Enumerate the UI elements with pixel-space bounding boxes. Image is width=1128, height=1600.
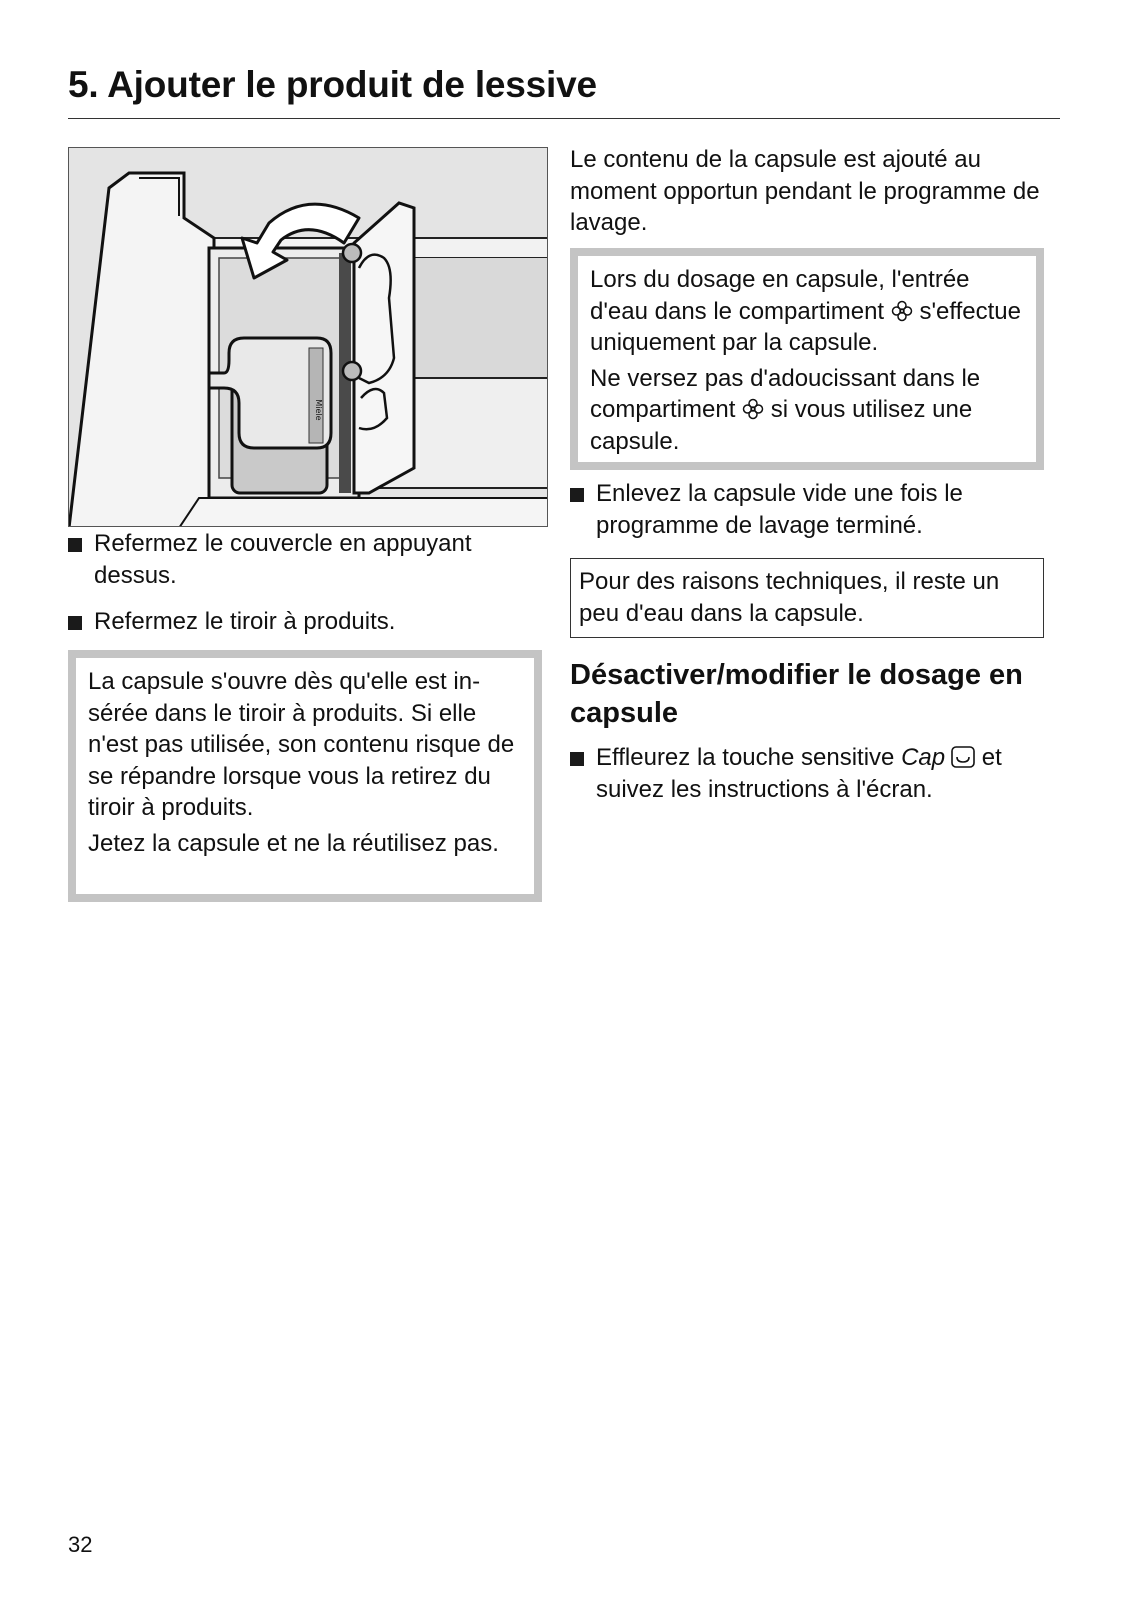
- page-title: 5. Ajouter le produit de lessive: [68, 64, 597, 105]
- note-box: [570, 558, 1044, 638]
- right-step-2: [570, 742, 1040, 805]
- step-close-lid: Refermez le couvercle en appuyant dessus.: [68, 528, 538, 591]
- capsule-illustration: [68, 147, 548, 527]
- softener-flower-icon: [891, 300, 913, 322]
- intro-text: Le contenu de la capsule est ajouté au moment opportun pendant le programme de lavage.: [570, 146, 1040, 236]
- right-step: [570, 478, 1040, 541]
- info-text-2: Ne versez pas d'adoucissant dans le compartiment si vous utilisez une capsule.: [590, 364, 981, 455]
- right-intro: [570, 144, 1040, 239]
- note-text: Pour des raisons techniques, il reste un peu d'eau dans la capsule.: [579, 568, 1000, 627]
- drawer-capsule-drawing: [69, 148, 548, 527]
- warning-box: [68, 650, 542, 902]
- warning-text-1: La capsule s'ouvre dès qu'elle est insérée dans le tiroir à produits. Si elle n'est pas utilisée, son contenu risque de se répandre lorsque vous la retirez du tiroir à produits.: [88, 668, 515, 821]
- section-subheading: Désactiver/modifier le dosage en capsule: [570, 659, 1023, 729]
- cap-key-icon: [951, 746, 975, 768]
- step-remove-capsule: Enlevez la capsule vide une fois le programme de lavage terminé.: [570, 478, 1040, 541]
- softener-flower-icon: [742, 398, 764, 420]
- warning-text-2: Jetez la capsule et ne la réutilisez pas.: [88, 829, 499, 857]
- capsule-brand-label: Miele: [314, 399, 323, 421]
- left-steps: [68, 528, 538, 638]
- info-box: [570, 248, 1044, 470]
- info-text-1: Lors du dosage en capsule, l'entrée d'eau dans le compartiment s'effectue uniquement par la capsule.: [590, 266, 1021, 356]
- page-number: 32: [68, 1532, 93, 1557]
- title-rule: [68, 118, 1060, 119]
- cap-key-label: Cap: [901, 744, 946, 771]
- step-touch-cap: Effleurez la touche sensitive Cap et suivez les instructions à l'écran.: [570, 742, 1040, 805]
- step-close-drawer: Refermez le tiroir à produits.: [68, 606, 538, 638]
